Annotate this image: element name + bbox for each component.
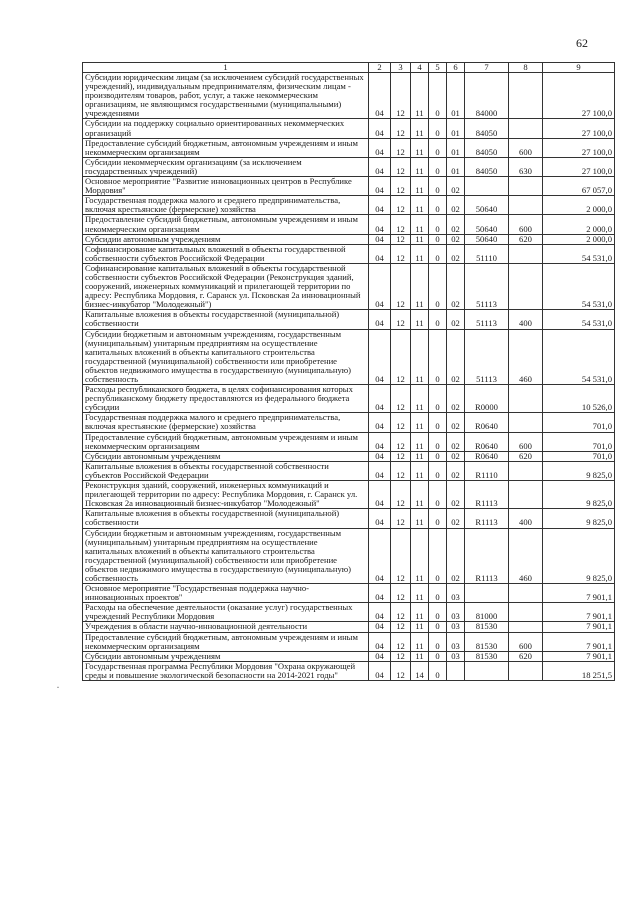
row-col-6: 02: [447, 244, 465, 263]
row-col-7: R1110: [465, 461, 509, 480]
row-amount: 2 000,0: [543, 234, 615, 244]
row-col-2: 04: [369, 509, 391, 528]
row-amount: 27 100,0: [543, 138, 615, 157]
row-col-5: 0: [429, 157, 447, 176]
row-col-5: 0: [429, 661, 447, 680]
row-col-5: 0: [429, 622, 447, 632]
table-row: [83, 329, 615, 385]
table-row: [83, 528, 615, 584]
row-col-3: 12: [391, 603, 411, 622]
row-col-7: 50640: [465, 196, 509, 215]
row-col-7: 50640: [465, 234, 509, 244]
column-header-6: 6: [447, 63, 465, 73]
table-row: [83, 622, 615, 632]
row-col-2: 04: [369, 196, 391, 215]
row-amount: 10 526,0: [543, 385, 615, 413]
row-name: Расходы республиканского бюджета, в целях софинансирования которых республиканскому бюджету предоставляются из федерального бюджета субсидии: [83, 385, 369, 413]
row-col-5: 0: [429, 509, 447, 528]
row-col-2: 04: [369, 263, 391, 309]
row-col-8: 620: [509, 451, 543, 461]
row-col-8: [509, 244, 543, 263]
row-col-3: 12: [391, 509, 411, 528]
row-amount: 67 057,0: [543, 177, 615, 196]
row-col-5: 0: [429, 234, 447, 244]
row-col-7: 84050: [465, 157, 509, 176]
row-col-8: 600: [509, 432, 543, 451]
row-col-5: 0: [429, 244, 447, 263]
row-col-8: [509, 263, 543, 309]
row-col-4: 11: [411, 584, 429, 603]
row-name: Субсидии юридическим лицам (за исключением субсидий государственных учреждений), индивидуальным предпринимателям, физическим лицам - производителям товаров, работ, услуг, а также некоммерческим организациям, не являющимся государственными (муниципальными) учреждениями: [83, 73, 369, 119]
row-col-7: 84000: [465, 73, 509, 119]
table-row: [83, 661, 615, 680]
row-col-6: 03: [447, 584, 465, 603]
row-name: Государственная поддержка малого и среднего предпринимательства, включая крестьянские (фермерские) хозяйства: [83, 413, 369, 432]
column-header-1: 1: [83, 63, 369, 73]
row-col-2: 04: [369, 73, 391, 119]
row-amount: 701,0: [543, 413, 615, 432]
row-col-3: 12: [391, 177, 411, 196]
row-name: Основное мероприятие "Развитие инновационных центров в Республике Мордовия": [83, 177, 369, 196]
table-row: [83, 244, 615, 263]
table-row: [83, 263, 615, 309]
row-amount: 9 825,0: [543, 481, 615, 509]
table-row: [83, 432, 615, 451]
row-name: Предоставление субсидий бюджетным, автономным учреждениям и иным некоммерческим организациям: [83, 215, 369, 234]
row-col-7: 51110: [465, 244, 509, 263]
column-header-5: 5: [429, 63, 447, 73]
row-name: Софинансирование капитальных вложений в объекты государственной собственности субъектов Российской Федерации (Реконструкция зданий, сооружений, инженерных коммуникаций и прилегающей территории по адресу: Республика Мордовия, г. Саранск ул. Псковская 2а инновационный бизнес-инкубатор "Молодежный"): [83, 263, 369, 309]
row-col-6: 02: [447, 385, 465, 413]
row-col-3: 12: [391, 196, 411, 215]
row-col-4: 11: [411, 177, 429, 196]
table-row: [83, 632, 615, 651]
row-col-7: R0640: [465, 451, 509, 461]
row-col-2: 04: [369, 632, 391, 651]
row-col-6: 02: [447, 451, 465, 461]
row-col-3: 12: [391, 138, 411, 157]
row-col-8: 630: [509, 157, 543, 176]
row-col-2: 04: [369, 244, 391, 263]
row-col-3: 12: [391, 119, 411, 138]
row-col-5: 0: [429, 603, 447, 622]
column-header-9: 9: [543, 63, 615, 73]
table-row: [83, 481, 615, 509]
row-col-7: 84050: [465, 138, 509, 157]
row-col-4: 11: [411, 461, 429, 480]
row-col-7: [465, 584, 509, 603]
row-col-4: 11: [411, 651, 429, 661]
row-col-3: 12: [391, 329, 411, 385]
row-col-8: 600: [509, 215, 543, 234]
row-col-6: 02: [447, 196, 465, 215]
row-col-3: 12: [391, 461, 411, 480]
row-col-7: R1113: [465, 481, 509, 509]
row-col-6: 02: [447, 461, 465, 480]
row-name: Расходы на обеспечение деятельности (оказание услуг) государственных учреждений Республики Мордовия: [83, 603, 369, 622]
row-col-8: 600: [509, 632, 543, 651]
row-col-5: 0: [429, 310, 447, 329]
row-col-2: 04: [369, 622, 391, 632]
column-header-7: 7: [465, 63, 509, 73]
row-col-6: 02: [447, 234, 465, 244]
column-header-4: 4: [411, 63, 429, 73]
row-col-3: 12: [391, 651, 411, 661]
row-col-6: 02: [447, 263, 465, 309]
table-row: [83, 177, 615, 196]
row-col-4: 11: [411, 451, 429, 461]
row-col-2: 04: [369, 157, 391, 176]
row-col-7: R1113: [465, 528, 509, 584]
row-amount: 701,0: [543, 432, 615, 451]
row-col-5: 0: [429, 651, 447, 661]
row-name: Предоставление субсидий бюджетным, автономным учреждениям и иным некоммерческим организациям: [83, 632, 369, 651]
row-col-5: 0: [429, 73, 447, 119]
row-amount: 54 531,0: [543, 263, 615, 309]
row-name: Софинансирование капитальных вложений в объекты государственной собственности субъектов Российской Федерации: [83, 244, 369, 263]
row-col-8: [509, 73, 543, 119]
row-col-8: 620: [509, 651, 543, 661]
row-amount: 7 901,1: [543, 651, 615, 661]
table-row: [83, 603, 615, 622]
row-col-6: 03: [447, 632, 465, 651]
row-col-8: [509, 119, 543, 138]
row-amount: 54 531,0: [543, 329, 615, 385]
row-col-4: 14: [411, 661, 429, 680]
row-col-6: 02: [447, 413, 465, 432]
row-amount: 7 901,1: [543, 622, 615, 632]
row-col-5: 0: [429, 119, 447, 138]
row-name: Государственная программа Республики Мордовия "Охрана окружающей среды и повышение экологической безопасности на 2014-2021 годы": [83, 661, 369, 680]
table-row: [83, 196, 615, 215]
row-col-4: 11: [411, 329, 429, 385]
row-col-5: 0: [429, 177, 447, 196]
table-row: [83, 157, 615, 176]
row-col-3: 12: [391, 661, 411, 680]
table-row: [83, 451, 615, 461]
row-col-3: 12: [391, 622, 411, 632]
column-header-2: 2: [369, 63, 391, 73]
row-col-8: [509, 196, 543, 215]
table-row: [83, 413, 615, 432]
row-col-5: 0: [429, 481, 447, 509]
row-col-7: 51113: [465, 263, 509, 309]
row-col-8: [509, 481, 543, 509]
row-col-2: 04: [369, 432, 391, 451]
margin-mark: ·: [56, 680, 60, 694]
row-name: Основное мероприятие "Государственная поддержка научно-инновационных проектов": [83, 584, 369, 603]
row-col-2: 04: [369, 661, 391, 680]
row-col-6: 01: [447, 73, 465, 119]
row-col-3: 12: [391, 215, 411, 234]
row-col-5: 0: [429, 432, 447, 451]
row-col-6: 02: [447, 177, 465, 196]
row-col-7: 50640: [465, 215, 509, 234]
row-amount: 27 100,0: [543, 157, 615, 176]
row-col-7: 51113: [465, 310, 509, 329]
row-col-4: 11: [411, 263, 429, 309]
row-col-6: 03: [447, 651, 465, 661]
table-row: [83, 310, 615, 329]
row-col-5: 0: [429, 584, 447, 603]
row-col-8: 620: [509, 234, 543, 244]
row-col-6: 02: [447, 329, 465, 385]
row-name: Учреждения в области научно-инновационной деятельности: [83, 622, 369, 632]
column-header-3: 3: [391, 63, 411, 73]
row-col-5: 0: [429, 451, 447, 461]
row-name: Субсидии бюджетным и автономным учреждениям, государственным (муниципальным) унитарным предприятиям на осуществление капитальных вложений в объекты капитального строительства государственной (муниципальной) собственности или приобретение объектов недвижимого имущества в государственную (муниципальную) собственность: [83, 528, 369, 584]
table-header-row: [83, 63, 615, 73]
row-col-4: 11: [411, 196, 429, 215]
row-col-4: 11: [411, 528, 429, 584]
row-col-2: 04: [369, 385, 391, 413]
row-col-8: 400: [509, 509, 543, 528]
row-amount: 54 531,0: [543, 244, 615, 263]
row-col-7: R1113: [465, 509, 509, 528]
row-col-6: [447, 661, 465, 680]
row-col-4: 11: [411, 119, 429, 138]
row-col-6: 02: [447, 481, 465, 509]
row-col-4: 11: [411, 481, 429, 509]
row-col-4: 11: [411, 73, 429, 119]
row-col-2: 04: [369, 651, 391, 661]
row-amount: 2 000,0: [543, 196, 615, 215]
row-col-3: 12: [391, 584, 411, 603]
row-col-8: 460: [509, 329, 543, 385]
row-col-3: 12: [391, 528, 411, 584]
row-col-2: 04: [369, 528, 391, 584]
row-col-2: 04: [369, 215, 391, 234]
row-amount: 2 000,0: [543, 215, 615, 234]
row-col-4: 11: [411, 385, 429, 413]
row-col-4: 11: [411, 603, 429, 622]
row-amount: 701,0: [543, 451, 615, 461]
row-col-6: 01: [447, 157, 465, 176]
row-col-6: 02: [447, 215, 465, 234]
row-name: Капитальные вложения в объекты государственной (муниципальной) собственности: [83, 310, 369, 329]
table-row: [83, 461, 615, 480]
row-name: Субсидии автономным учреждениям: [83, 451, 369, 461]
row-col-7: 84050: [465, 119, 509, 138]
row-col-5: 0: [429, 632, 447, 651]
row-col-7: 81530: [465, 632, 509, 651]
row-col-8: [509, 413, 543, 432]
row-col-4: 11: [411, 509, 429, 528]
row-amount: 27 100,0: [543, 119, 615, 138]
page-number: 62: [576, 36, 588, 50]
table-row: [83, 73, 615, 119]
row-col-2: 04: [369, 451, 391, 461]
row-name: Субсидии автономным учреждениям: [83, 651, 369, 661]
row-col-8: 460: [509, 528, 543, 584]
row-col-8: [509, 177, 543, 196]
row-amount: 7 901,1: [543, 584, 615, 603]
row-col-3: 12: [391, 263, 411, 309]
row-col-4: 11: [411, 413, 429, 432]
table-row: [83, 138, 615, 157]
row-col-3: 12: [391, 157, 411, 176]
row-col-3: 12: [391, 310, 411, 329]
row-col-8: 600: [509, 138, 543, 157]
row-amount: 9 825,0: [543, 509, 615, 528]
row-amount: 7 901,1: [543, 632, 615, 651]
row-col-6: 02: [447, 528, 465, 584]
row-col-3: 12: [391, 234, 411, 244]
row-col-2: 04: [369, 413, 391, 432]
row-col-7: 81530: [465, 651, 509, 661]
table-row: [83, 509, 615, 528]
row-col-2: 04: [369, 461, 391, 480]
row-amount: 7 901,1: [543, 603, 615, 622]
row-col-8: [509, 385, 543, 413]
row-col-5: 0: [429, 413, 447, 432]
row-name: Капитальные вложения в объекты государственной (муниципальной) собственности: [83, 509, 369, 528]
row-col-5: 0: [429, 329, 447, 385]
row-col-7: [465, 177, 509, 196]
table-row: [83, 584, 615, 603]
table-row: [83, 385, 615, 413]
row-col-8: [509, 603, 543, 622]
row-col-3: 12: [391, 451, 411, 461]
row-col-4: 11: [411, 138, 429, 157]
table-row: [83, 215, 615, 234]
row-amount: 18 251,5: [543, 661, 615, 680]
row-col-2: 04: [369, 310, 391, 329]
row-col-6: 03: [447, 603, 465, 622]
row-col-6: 01: [447, 138, 465, 157]
row-amount: 9 825,0: [543, 461, 615, 480]
row-name: Капитальные вложения в объекты государственной собственности субъектов Российской Федерации: [83, 461, 369, 480]
row-col-6: 02: [447, 509, 465, 528]
row-name: Предоставление субсидий бюджетным, автономным учреждениям и иным некоммерческим организациям: [83, 138, 369, 157]
row-col-8: [509, 461, 543, 480]
row-col-5: 0: [429, 196, 447, 215]
row-col-2: 04: [369, 234, 391, 244]
row-col-4: 11: [411, 310, 429, 329]
row-col-5: 0: [429, 263, 447, 309]
row-name: Предоставление субсидий бюджетным, автономным учреждениям и иным некоммерческим организациям: [83, 432, 369, 451]
row-col-4: 11: [411, 432, 429, 451]
row-col-7: 81530: [465, 622, 509, 632]
row-col-7: R0640: [465, 432, 509, 451]
row-col-3: 12: [391, 385, 411, 413]
row-col-8: [509, 584, 543, 603]
row-col-5: 0: [429, 385, 447, 413]
row-col-2: 04: [369, 138, 391, 157]
row-amount: 54 531,0: [543, 310, 615, 329]
row-col-7: [465, 661, 509, 680]
row-col-3: 12: [391, 432, 411, 451]
row-col-4: 11: [411, 157, 429, 176]
row-col-4: 11: [411, 244, 429, 263]
row-col-4: 11: [411, 234, 429, 244]
row-col-5: 0: [429, 138, 447, 157]
row-name: Субсидии бюджетным и автономным учреждениям, государственным (муниципальным) унитарным предприятиям на осуществление капитальных вложений в объекты капитального строительства государственной (муниципальной) собственности или приобретение объектов недвижимого имущества в государственную (муниципальную) собственность: [83, 329, 369, 385]
row-col-3: 12: [391, 73, 411, 119]
row-col-3: 12: [391, 413, 411, 432]
row-name: Субсидии автономным учреждениям: [83, 234, 369, 244]
table-row: [83, 234, 615, 244]
row-col-3: 12: [391, 481, 411, 509]
row-col-2: 04: [369, 329, 391, 385]
row-name: Субсидии некоммерческим организациям (за исключением государственных учреждений): [83, 157, 369, 176]
row-col-6: 03: [447, 622, 465, 632]
budget-table: [82, 62, 615, 681]
column-header-8: 8: [509, 63, 543, 73]
row-col-4: 11: [411, 622, 429, 632]
row-col-6: 01: [447, 119, 465, 138]
row-col-2: 04: [369, 603, 391, 622]
row-col-7: 81000: [465, 603, 509, 622]
row-col-7: 51113: [465, 329, 509, 385]
row-col-3: 12: [391, 632, 411, 651]
table-row: [83, 651, 615, 661]
row-col-2: 04: [369, 584, 391, 603]
row-col-8: [509, 622, 543, 632]
row-col-7: R0640: [465, 413, 509, 432]
row-name: Субсидии на поддержку социально ориентированных некоммерческих организаций: [83, 119, 369, 138]
row-col-4: 11: [411, 632, 429, 651]
row-col-2: 04: [369, 481, 391, 509]
row-amount: 9 825,0: [543, 528, 615, 584]
row-col-4: 11: [411, 215, 429, 234]
row-amount: 27 100,0: [543, 73, 615, 119]
row-col-3: 12: [391, 244, 411, 263]
row-name: Реконструкция зданий, сооружений, инженерных коммуникаций и прилегающей территории по адресу: Республика Мордовия, г. Саранск ул. Псковская 2а инновационный бизнес-инкубатор "Молодежный": [83, 481, 369, 509]
table-row: [83, 119, 615, 138]
row-col-8: 400: [509, 310, 543, 329]
row-name: Государственная поддержка малого и среднего предпринимательства, включая крестьянские (фермерские) хозяйства: [83, 196, 369, 215]
row-col-2: 04: [369, 177, 391, 196]
row-col-7: R0000: [465, 385, 509, 413]
row-col-8: [509, 661, 543, 680]
row-col-6: 02: [447, 432, 465, 451]
row-col-5: 0: [429, 215, 447, 234]
row-col-5: 0: [429, 528, 447, 584]
row-col-2: 04: [369, 119, 391, 138]
row-col-5: 0: [429, 461, 447, 480]
row-col-6: 02: [447, 310, 465, 329]
